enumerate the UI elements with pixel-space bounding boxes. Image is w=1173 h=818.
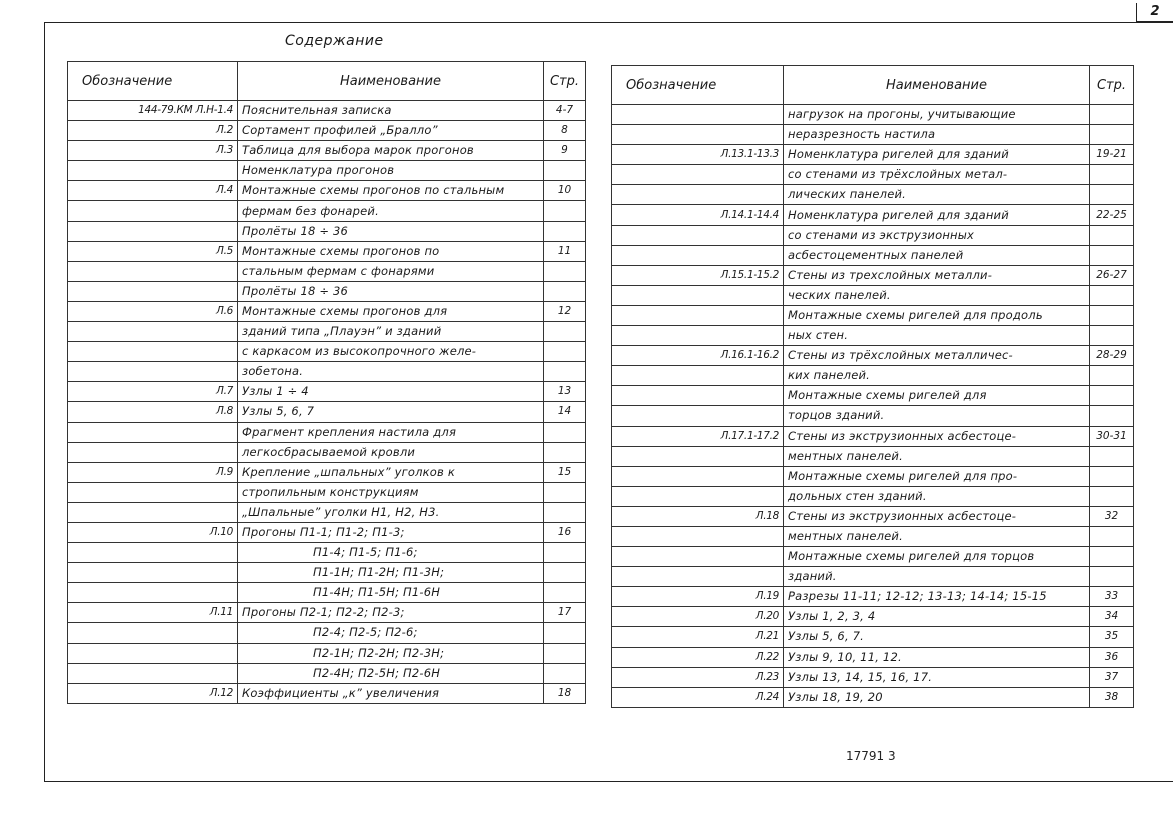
row-page: 32 [1090,506,1134,526]
row-code: Л.9 [68,462,238,482]
table-row [68,322,586,342]
row-page [544,422,586,442]
row-name: П1-4Н; П1-5Н; П1-6Н [238,583,544,603]
contents-table-right [611,65,1134,708]
row-code [68,563,238,583]
row-name: Стены из экструзионных асбестоце- [784,426,1090,446]
row-name: Монтажные схемы прогонов по [238,241,544,261]
row-name: П2-4; П2-5; П2-6; [238,623,544,643]
row-name: Стены из трёхслойных металличес- [784,346,1090,366]
row-code [612,567,784,587]
row-page: 14 [544,402,586,422]
table-row [68,422,586,442]
row-page [544,362,586,382]
row-page [1090,466,1134,486]
row-page: 30-31 [1090,426,1134,446]
table-row [68,603,586,623]
row-page [1090,386,1134,406]
table-row [612,125,1134,145]
row-page [544,261,586,281]
row-page [544,643,586,663]
row-name: легкосбрасываемой кровли [238,442,544,462]
table-row [612,486,1134,506]
row-code [68,201,238,221]
row-name: Прогоны П1-1; П1-2; П1-3; [238,522,544,542]
row-name: Таблица для выбора марок прогонов [238,141,544,161]
header-page: Стр. [544,62,586,101]
row-code: Л.24 [612,687,784,707]
table-row [612,346,1134,366]
row-name: Монтажные схемы ригелей для торцов [784,547,1090,567]
row-page [544,221,586,241]
row-code [612,486,784,506]
row-code [68,161,238,181]
row-code [612,165,784,185]
row-name: нагрузок на прогоны, учитывающие [784,105,1090,125]
row-page: 34 [1090,607,1134,627]
row-page [1090,446,1134,466]
table-row [68,623,586,643]
row-name: дольных стен зданий. [784,486,1090,506]
row-name: Номенклатура ригелей для зданий [784,205,1090,225]
row-name: Сортамент профилей „Бралло” [238,121,544,141]
row-code [612,105,784,125]
header-page: Стр. [1090,66,1134,105]
row-page: 10 [544,181,586,201]
table-row [612,607,1134,627]
table-row [68,382,586,402]
row-name: со стенами из экструзионных [784,225,1090,245]
row-name: Монтажные схемы прогонов для [238,301,544,321]
table-row [68,563,586,583]
table-row [68,181,586,201]
header-name: Наименование [238,62,544,101]
row-name: Пролёты 18 ÷ 36 [238,281,544,301]
table-row [68,482,586,502]
row-name: неразрезность настила [784,125,1090,145]
row-page [544,201,586,221]
row-name: ких панелей. [784,366,1090,386]
row-page [1090,486,1134,506]
row-page [544,482,586,502]
row-page [544,342,586,362]
row-page: 15 [544,462,586,482]
row-code: Л.18 [612,506,784,526]
table-row [612,145,1134,165]
row-name: асбестоцементных панелей [784,245,1090,265]
row-name: П1-4; П1-5; П1-6; [238,543,544,563]
table-row [68,462,586,482]
table-row [612,587,1134,607]
sheet-number: 2 [1136,3,1173,22]
row-name: зобетона. [238,362,544,382]
row-name: Пролёты 18 ÷ 36 [238,221,544,241]
row-page [1090,366,1134,386]
table-row [612,165,1134,185]
row-name: стальным фермам с фонарями [238,261,544,281]
table-row [612,547,1134,567]
table-row [612,305,1134,325]
row-page [544,442,586,462]
row-page [1090,567,1134,587]
row-code: Л.7 [68,382,238,402]
row-code: Л.8 [68,402,238,422]
row-page [544,623,586,643]
table-row [612,466,1134,486]
row-code [68,322,238,342]
row-code: Л.16.1-16.2 [612,346,784,366]
row-page [1090,225,1134,245]
row-name: Монтажные схемы ригелей для про- [784,466,1090,486]
row-name: ческих панелей. [784,285,1090,305]
row-code [612,285,784,305]
row-code [612,386,784,406]
row-code [612,446,784,466]
row-name: Монтажные схемы ригелей для [784,386,1090,406]
table-row [612,386,1134,406]
table-row [68,362,586,382]
row-code [612,366,784,386]
row-name: лических панелей. [784,185,1090,205]
row-page [544,563,586,583]
row-name: П2-4Н; П2-5Н; П2-6Н [238,663,544,683]
row-page [1090,326,1134,346]
row-page: 22-25 [1090,205,1134,225]
row-code [68,281,238,301]
row-page [1090,406,1134,426]
row-name: П2-1Н; П2-2Н; П2-3Н; [238,643,544,663]
row-name: П1-1Н; П1-2Н; П1-3Н; [238,563,544,583]
row-page [544,543,586,563]
row-page [1090,547,1134,567]
row-page: 28-29 [1090,346,1134,366]
row-code [68,442,238,462]
row-page: 36 [1090,647,1134,667]
archive-code: 17791 3 [846,749,896,763]
row-code [612,326,784,346]
row-code: 144-79.КМ Л.Н-1.4 [68,101,238,121]
table-row [612,627,1134,647]
row-name: Номенклатура прогонов [238,161,544,181]
table-row [612,426,1134,446]
row-name: Фрагмент крепления настила для [238,422,544,442]
row-page [1090,285,1134,305]
row-code: Л.17.1-17.2 [612,426,784,446]
table-row [68,543,586,563]
row-code [612,185,784,205]
table-row [68,141,586,161]
row-page: 19-21 [1090,145,1134,165]
row-name: Монтажные схемы ригелей для продоль [784,305,1090,325]
row-code: Л.21 [612,627,784,647]
row-page: 38 [1090,687,1134,707]
row-code [612,225,784,245]
table-row [612,185,1134,205]
header-code: Обозначение [68,62,238,101]
table-row [68,101,586,121]
row-page [544,583,586,603]
table-row [612,667,1134,687]
row-code [612,305,784,325]
table-row [68,221,586,241]
row-code [68,643,238,663]
table-row [612,526,1134,546]
table-row [612,406,1134,426]
table-row [68,121,586,141]
page-title: Содержание [285,33,384,49]
row-page: 9 [544,141,586,161]
row-name: Монтажные схемы прогонов по стальным [238,181,544,201]
row-page: 26-27 [1090,265,1134,285]
row-name: Коэффициенты „к” увеличения [238,683,544,703]
row-name: Узлы 1, 2, 3, 4 [784,607,1090,627]
row-code [612,547,784,567]
row-page: 13 [544,382,586,402]
table-row [68,161,586,181]
table-row [612,205,1134,225]
table-row [612,225,1134,245]
row-name: ных стен. [784,326,1090,346]
table-row [68,261,586,281]
row-code: Л.14.1-14.4 [612,205,784,225]
row-page [544,281,586,301]
row-code [612,466,784,486]
row-name: зданий типа „Плауэн” и зданий [238,322,544,342]
row-name: Узлы 18, 19, 20 [784,687,1090,707]
row-code [68,502,238,522]
table-row [68,281,586,301]
row-code: Л.6 [68,301,238,321]
row-code [68,362,238,382]
row-code [612,406,784,426]
table-row [68,301,586,321]
table-row [68,643,586,663]
row-name: с каркасом из высокопрочного желе- [238,342,544,362]
row-page [544,322,586,342]
table-row [612,506,1134,526]
table-row [612,105,1134,125]
table-row [612,265,1134,285]
row-code [612,125,784,145]
table-row [68,442,586,462]
row-page: 8 [544,121,586,141]
row-page [1090,526,1134,546]
table-row [612,366,1134,386]
row-name: зданий. [784,567,1090,587]
row-code [68,623,238,643]
row-code: Л.5 [68,241,238,261]
row-page [544,161,586,181]
row-page [1090,165,1134,185]
row-page [1090,125,1134,145]
table-row [68,342,586,362]
row-name: Прогоны П2-1; П2-2; П2-3; [238,603,544,623]
row-name: Стены из экструзионных асбестоце- [784,506,1090,526]
row-code: Л.2 [68,121,238,141]
row-code [68,342,238,362]
row-name: Разрезы 11-11; 12-12; 13-13; 14-14; 15-15 [784,587,1090,607]
row-name: торцов зданий. [784,406,1090,426]
table-header-row [612,66,1134,105]
row-code: Л.13.1-13.3 [612,145,784,165]
table-row [68,663,586,683]
table-row [612,446,1134,466]
table-row [68,502,586,522]
row-page: 17 [544,603,586,623]
row-page: 18 [544,683,586,703]
table-header-row [68,62,586,101]
row-page [1090,185,1134,205]
table-row [612,245,1134,265]
row-page: 12 [544,301,586,321]
row-code: Л.3 [68,141,238,161]
table-row [612,326,1134,346]
row-page: 4-7 [544,101,586,121]
row-name: ментных панелей. [784,446,1090,466]
row-page: 35 [1090,627,1134,647]
row-name: Стены из трехслойных металли- [784,265,1090,285]
row-code: Л.23 [612,667,784,687]
row-code [68,261,238,281]
row-code [68,583,238,603]
row-name: Узлы 5, 6, 7 [238,402,544,422]
table-row [68,241,586,261]
header-code: Обозначение [612,66,784,105]
row-name: Крепление „шпальных” уголков к [238,462,544,482]
row-code: Л.20 [612,607,784,627]
table-row [68,201,586,221]
row-page: 37 [1090,667,1134,687]
table-row [68,522,586,542]
row-name: со стенами из трёхслойных метал- [784,165,1090,185]
row-code [68,663,238,683]
row-code [68,482,238,502]
row-name: Узлы 1 ÷ 4 [238,382,544,402]
table-row [612,567,1134,587]
row-page: 11 [544,241,586,261]
table-row [68,402,586,422]
row-name: Узлы 9, 10, 11, 12. [784,647,1090,667]
row-page: 16 [544,522,586,542]
row-page: 33 [1090,587,1134,607]
row-name: Узлы 5, 6, 7. [784,627,1090,647]
row-code [612,526,784,546]
table-row [612,647,1134,667]
table-row [68,583,586,603]
row-code: Л.15.1-15.2 [612,265,784,285]
row-code: Л.12 [68,683,238,703]
header-name: Наименование [784,66,1090,105]
row-name: ментных панелей. [784,526,1090,546]
row-name: Пояснительная записка [238,101,544,121]
table-row [612,687,1134,707]
table-row [68,683,586,703]
contents-table-left [67,61,586,704]
row-name: „Шпальные” уголки Н1, Н2, Н3. [238,502,544,522]
row-code: Л.22 [612,647,784,667]
row-page [1090,305,1134,325]
row-code: Л.10 [68,522,238,542]
row-name: фермам без фонарей. [238,201,544,221]
row-page [1090,245,1134,265]
row-code [612,245,784,265]
row-name: стропильным конструкциям [238,482,544,502]
row-name: Узлы 13, 14, 15, 16, 17. [784,667,1090,687]
row-page [1090,105,1134,125]
row-code: Л.4 [68,181,238,201]
row-code: Л.11 [68,603,238,623]
row-name: Номенклатура ригелей для зданий [784,145,1090,165]
row-page [544,663,586,683]
row-page [544,502,586,522]
row-code [68,422,238,442]
row-code: Л.19 [612,587,784,607]
row-code [68,221,238,241]
row-code [68,543,238,563]
table-row [612,285,1134,305]
